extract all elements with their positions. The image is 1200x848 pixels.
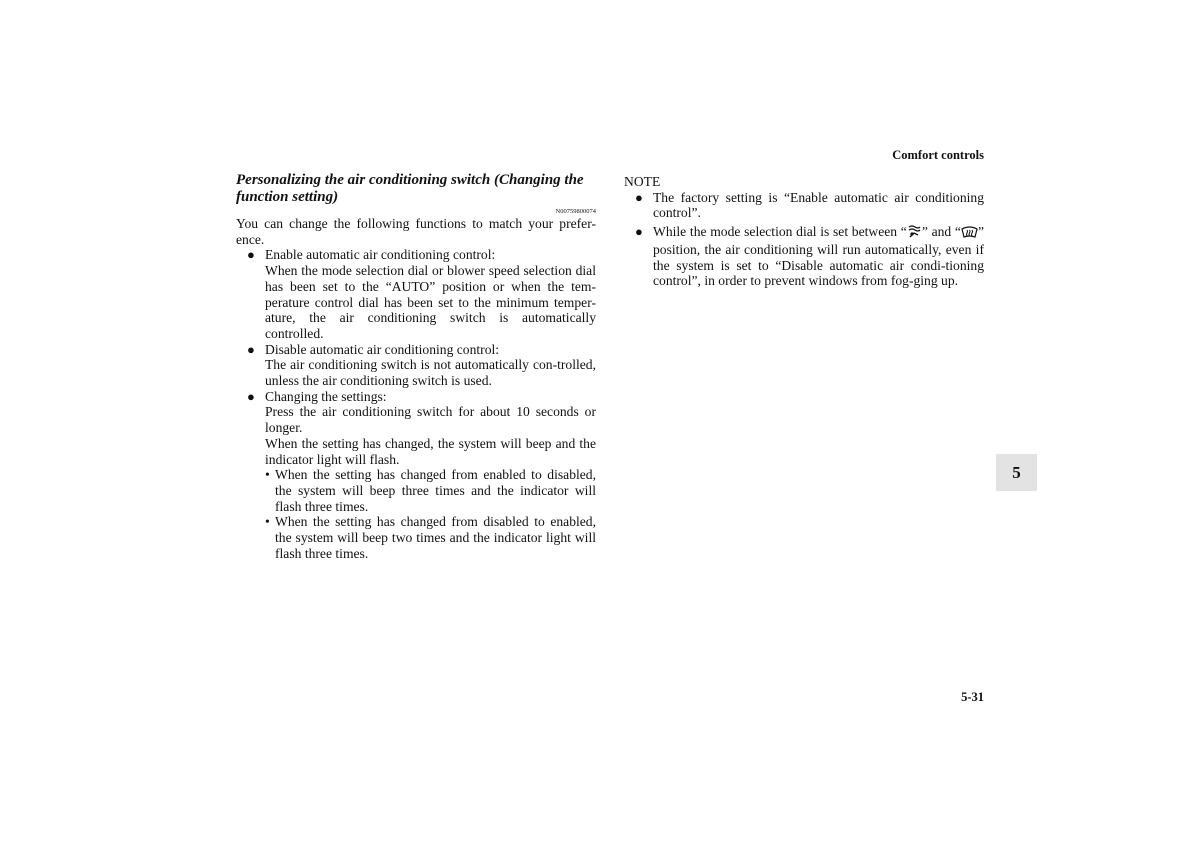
section-header: Comfort controls — [892, 148, 984, 162]
note-text — [653, 224, 984, 289]
bullet-icon: ● — [635, 189, 643, 205]
chapter-number: 5 — [1012, 462, 1021, 482]
sub-list-item — [265, 467, 596, 514]
list-item-body: Press the air conditioning switch for about 10 seconds or longer. — [265, 404, 596, 436]
note-item — [624, 224, 984, 289]
left-column — [236, 172, 596, 561]
bullet-icon: ● — [247, 388, 255, 404]
foot-defrost-icon — [907, 225, 922, 242]
list-item-label: Changing the settings: — [265, 388, 387, 404]
list-item-label: Enable automatic air conditioning control: — [265, 247, 496, 263]
sub-list-item — [265, 514, 596, 561]
note-text: The factory setting is “Enable automatic air conditioning control”. — [653, 189, 984, 221]
reference-code: N00759800074 — [555, 208, 596, 215]
note-text-part: ” position, the air conditioning will run automatically, even if the system is set to “Disable automatic air condi-tioning control”, in order to prevent windows from fog-ging up. — [653, 224, 984, 289]
list-item-body: When the mode selection dial or blower speed selection dial has been set to the “AUTO” position or when the tem-perature control dial has been set to the minimum temper-ature, the air conditioning switch is automatically controlled. — [265, 263, 596, 341]
bullet-icon: ● — [635, 224, 643, 240]
note-text-part: While the mode selection dial is set between “ — [653, 224, 907, 240]
note-text-part: ” and “ — [921, 224, 961, 240]
note-item — [624, 190, 984, 221]
list-item-body: The air conditioning switch is not automatically con-trolled, unless the air conditioning switch is used. — [265, 357, 596, 389]
list-item-label: Disable automatic air conditioning control: — [265, 341, 500, 357]
section-title: Personalizing the air conditioning switch (Changing the function setting) — [236, 172, 584, 205]
list-item — [236, 342, 596, 389]
small-bullet-icon: • — [265, 467, 270, 483]
small-bullet-icon: • — [265, 514, 270, 530]
list-item — [236, 389, 596, 468]
bullet-icon: ● — [247, 247, 255, 263]
chapter-tab — [996, 454, 1037, 491]
windshield-defrost-icon — [961, 226, 978, 242]
intro-text: You can change the following functions to match your prefer-ence. — [236, 216, 596, 247]
list-item — [236, 247, 596, 341]
sub-list-item-text: When the setting has changed from enabled to disabled, the system will beep three times and the indicator will flash three times. — [275, 467, 596, 514]
bullet-icon: ● — [247, 341, 255, 357]
page-number: 5-31 — [961, 690, 984, 704]
sub-list-item-text: When the setting has changed from disabled to enabled, the system will beep two times and the indicator light will flash three times. — [275, 514, 596, 561]
list-item-body: When the setting has changed, the system will beep and the indicator light will flash. — [265, 435, 596, 467]
note-label: NOTE — [624, 174, 661, 189]
right-column — [624, 174, 984, 289]
